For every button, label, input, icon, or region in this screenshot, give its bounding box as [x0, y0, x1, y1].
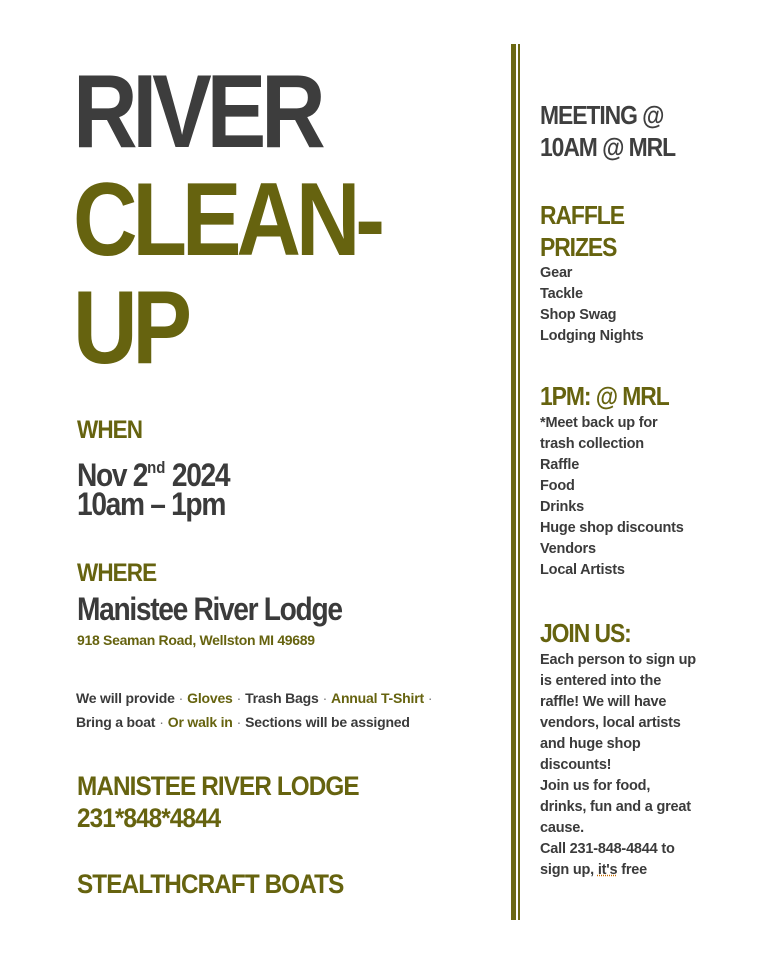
event-date-main: Nov 2 [77, 457, 148, 493]
provide-item: Or walk in [167, 714, 233, 730]
sponsor-name: STEALTHCRAFT BOATS [77, 869, 344, 899]
column-divider [511, 44, 521, 920]
venue-address: 918 Seaman Road, Wellston MI 49689 [77, 632, 315, 648]
title-river: RIVER [73, 54, 321, 170]
list-item: Food [540, 478, 575, 494]
afternoon-heading: 1PM: @ MRL [540, 381, 669, 411]
join-call-underlined: it's [597, 862, 618, 878]
join-text-1: Each person to sign up is entered into the raffle! We will have vendors, local artists and huge shop discounts! [540, 652, 696, 773]
provide-item: Bring a boat [76, 714, 156, 730]
provide-line-2: Bring a boat · Or walk in · Sections will be assigned [76, 714, 410, 730]
provide-item: Trash Bags [245, 690, 319, 706]
afternoon-list [540, 413, 684, 581]
provide-item: Annual T-Shirt [331, 690, 424, 706]
join-text-2: Join us for food, drinks, fun and a great cause. [540, 778, 691, 836]
when-label: WHEN [77, 416, 143, 444]
provide-info [76, 686, 436, 734]
provide-item: Sections will be assigned [245, 714, 410, 730]
list-item: Raffle [540, 457, 580, 473]
list-item: Huge shop discounts [540, 520, 684, 536]
list-item: trash collection [540, 436, 644, 452]
title-clean: CLEAN- [73, 162, 380, 278]
provide-line-1: We will provide · Gloves · Trash Bags · Annual T-Shirt · [76, 690, 433, 706]
list-item: Lodging Nights [540, 328, 644, 344]
title-up: UP [73, 270, 187, 386]
where-label: WHERE [77, 559, 157, 587]
list-item: *Meet back up for [540, 415, 658, 431]
join-text-3 [540, 839, 700, 881]
list-item: Drinks [540, 499, 584, 515]
venue-name: Manistee River Lodge [77, 591, 342, 627]
event-date-suffix: nd [147, 458, 166, 477]
list-item: Vendors [540, 541, 596, 557]
join-call-end: free [617, 862, 648, 878]
provide-item: We will provide [76, 690, 175, 706]
raffle-prize-list [540, 263, 644, 347]
event-time: 10am – 1pm [77, 486, 226, 522]
raffle-heading-line-1: RAFFLE [540, 200, 624, 230]
contact-name: MANISTEE RIVER LODGE [77, 771, 359, 801]
list-item: Tackle [540, 286, 583, 302]
meeting-heading-line-1: MEETING @ [540, 100, 664, 130]
event-date-year: 2024 [165, 457, 230, 493]
join-heading: JOIN US: [540, 618, 631, 648]
provide-item: Gloves [187, 690, 233, 706]
list-item: Local Artists [540, 562, 625, 578]
contact-phone: 231*848*4844 [77, 803, 221, 833]
join-paragraph [540, 650, 700, 881]
meeting-heading-line-2: 10AM @ MRL [540, 132, 676, 162]
list-item: Shop Swag [540, 307, 617, 323]
raffle-heading-line-2: PRIZES [540, 232, 617, 262]
list-item: Gear [540, 265, 573, 281]
join-call-text: Call 231-848-4844 to sign up, [540, 841, 675, 878]
